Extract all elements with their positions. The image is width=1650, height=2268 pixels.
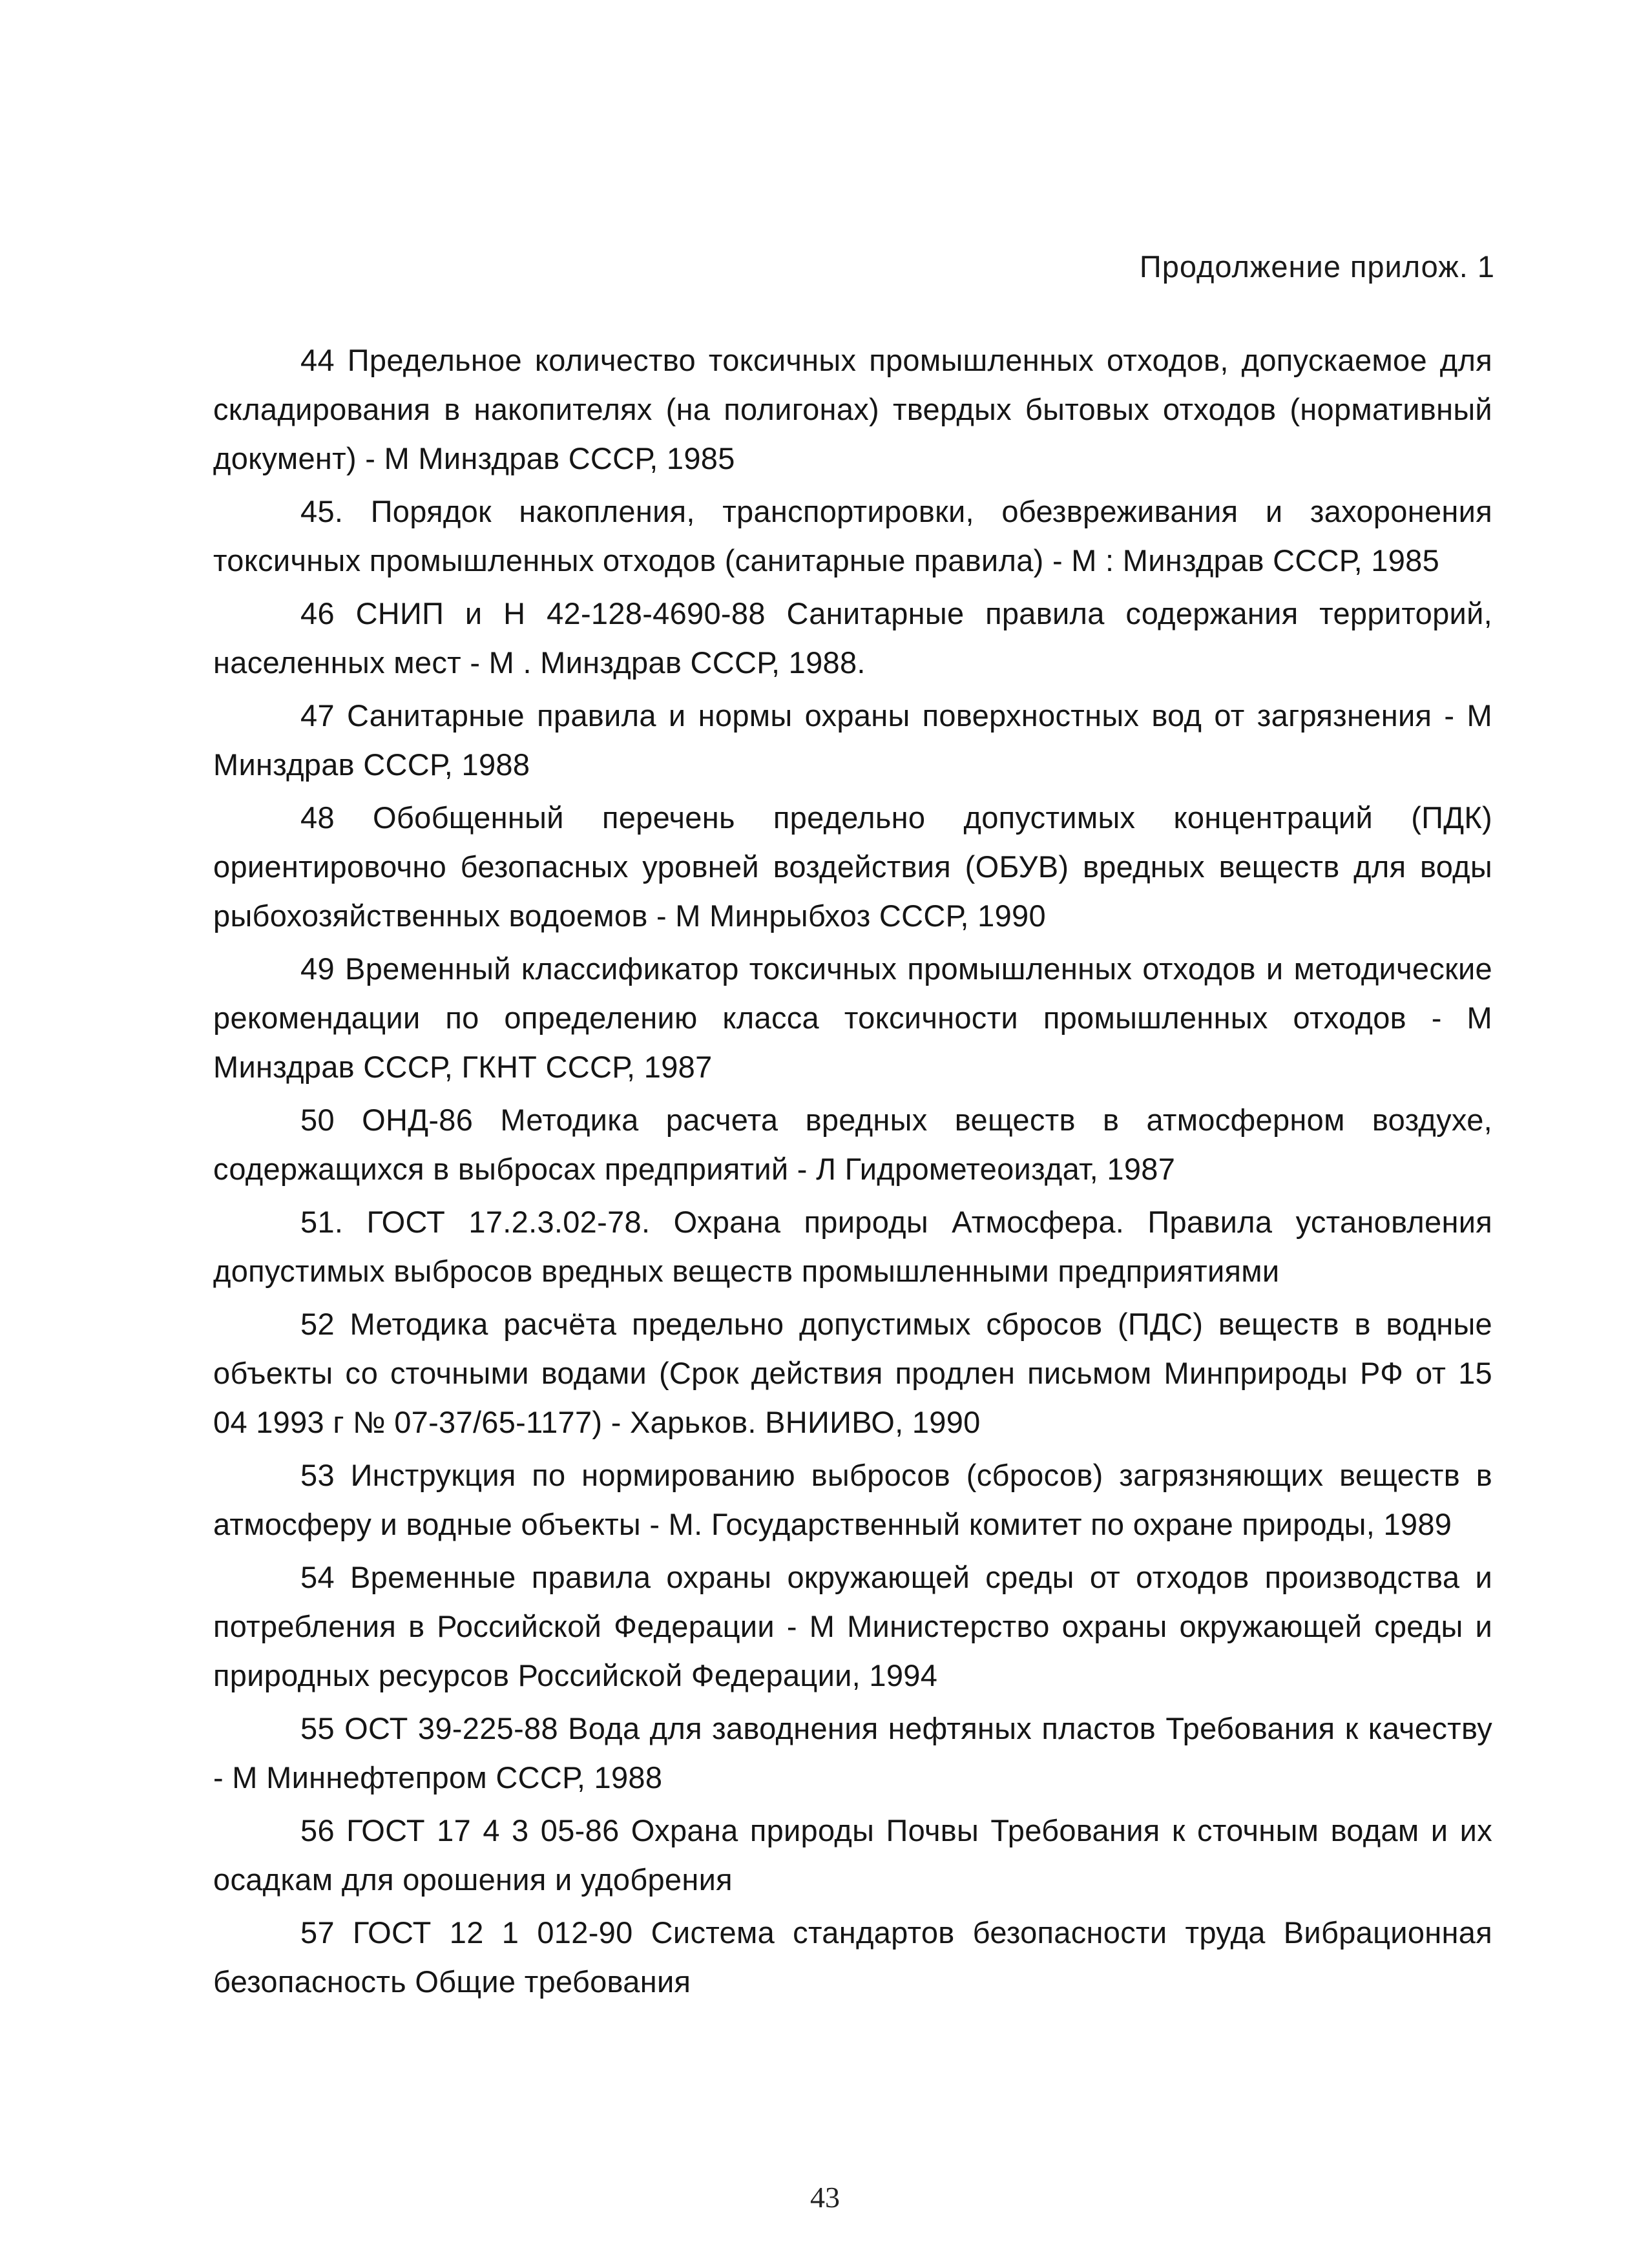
reference-item-54: 54 Временные правила охраны окружающей среды от отходов производства и потребления в Российской Федерации - М Министерство охраны окружающей среды и природных ресурсов Российской Федерации, 1994 [213, 1560, 1492, 1692]
reference-item-53: 53 Инструкция по нормированию выбросов (сбросов) загрязняющих веществ в атмосферу и водные объекты - М. Государственный комитет по охране природы, 1989 [213, 1458, 1492, 1541]
reference-item-51: 51. ГОСТ 17.2.3.02-78. Охрана природы Атмосфера. Правила установления допустимых выбросов вредных веществ промышленными предприятиями [213, 1205, 1492, 1288]
reference-item-47: 47 Санитарные правила и нормы охраны поверхностных вод от загрязнения - М Минздрав СССР, 1988 [213, 698, 1492, 782]
reference-item-56: 56 ГОСТ 17 4 3 05-86 Охрана природы Почвы Требования к сточным водам и их осадкам для орошения и удобрения [213, 1813, 1492, 1897]
reference-item-48: 48 Обобщенный перечень предельно допустимых концентраций (ПДК) ориентировочно безопасных уровней воздействия (ОБУВ) вредных веществ для воды рыбохозяйственных водоемов - М Минрыбхоз СССР, 1990 [213, 800, 1492, 933]
reference-item-55: 55 ОСТ 39-225-88 Вода для заводнения нефтяных пластов Требования к качеству - М Миннефтепром СССР, 1988 [213, 1711, 1492, 1795]
reference-item-46: 46 СНИП и Н 42-128-4690-88 Санитарные правила содержания территорий, населенных мест - М . Минздрав СССР, 1988. [213, 596, 1492, 680]
reference-item-50: 50 ОНД-86 Методика расчета вредных веществ в атмосферном воздухе, содержащихся в выбросах предприятий - Л Гидрометеоиздат, 1987 [213, 1103, 1492, 1186]
continuation-header: Продолжение прилож. 1 [1139, 249, 1495, 284]
reference-item-57: 57 ГОСТ 12 1 012-90 Система стандартов безопасности труда Вибрационная безопасность Общие требования [213, 1915, 1492, 1999]
reference-item-44: 44 Предельное количество токсичных промышленных отходов, допускаемое для складирования в накопителях (на полигонах) твердых бытовых отходов (нормативный документ) - М Минздрав СССР, 1985 [213, 343, 1492, 475]
reference-item-49: 49 Временный классификатор токсичных промышленных отходов и методические рекомендации по определению класса токсичности промышленных отходов - М Минздрав СССР, ГКНТ СССР, 1987 [213, 952, 1492, 1084]
reference-list [213, 336, 1492, 2010]
page-number: 43 [810, 2181, 840, 2214]
reference-item-45: 45. Порядок накопления, транспортировки, обезвреживания и захоронения токсичных промышленных отходов (санитарные правила) - М : Минздрав СССР, 1985 [213, 494, 1492, 577]
reference-item-52: 52 Методика расчёта предельно допустимых сбросов (ПДС) веществ в водные объекты со сточными водами (Срок действия продлен письмом Минприроды РФ от 15 04 1993 г № 07-37/65-1177) - Харьков. ВНИИВО, 1990 [213, 1307, 1492, 1439]
